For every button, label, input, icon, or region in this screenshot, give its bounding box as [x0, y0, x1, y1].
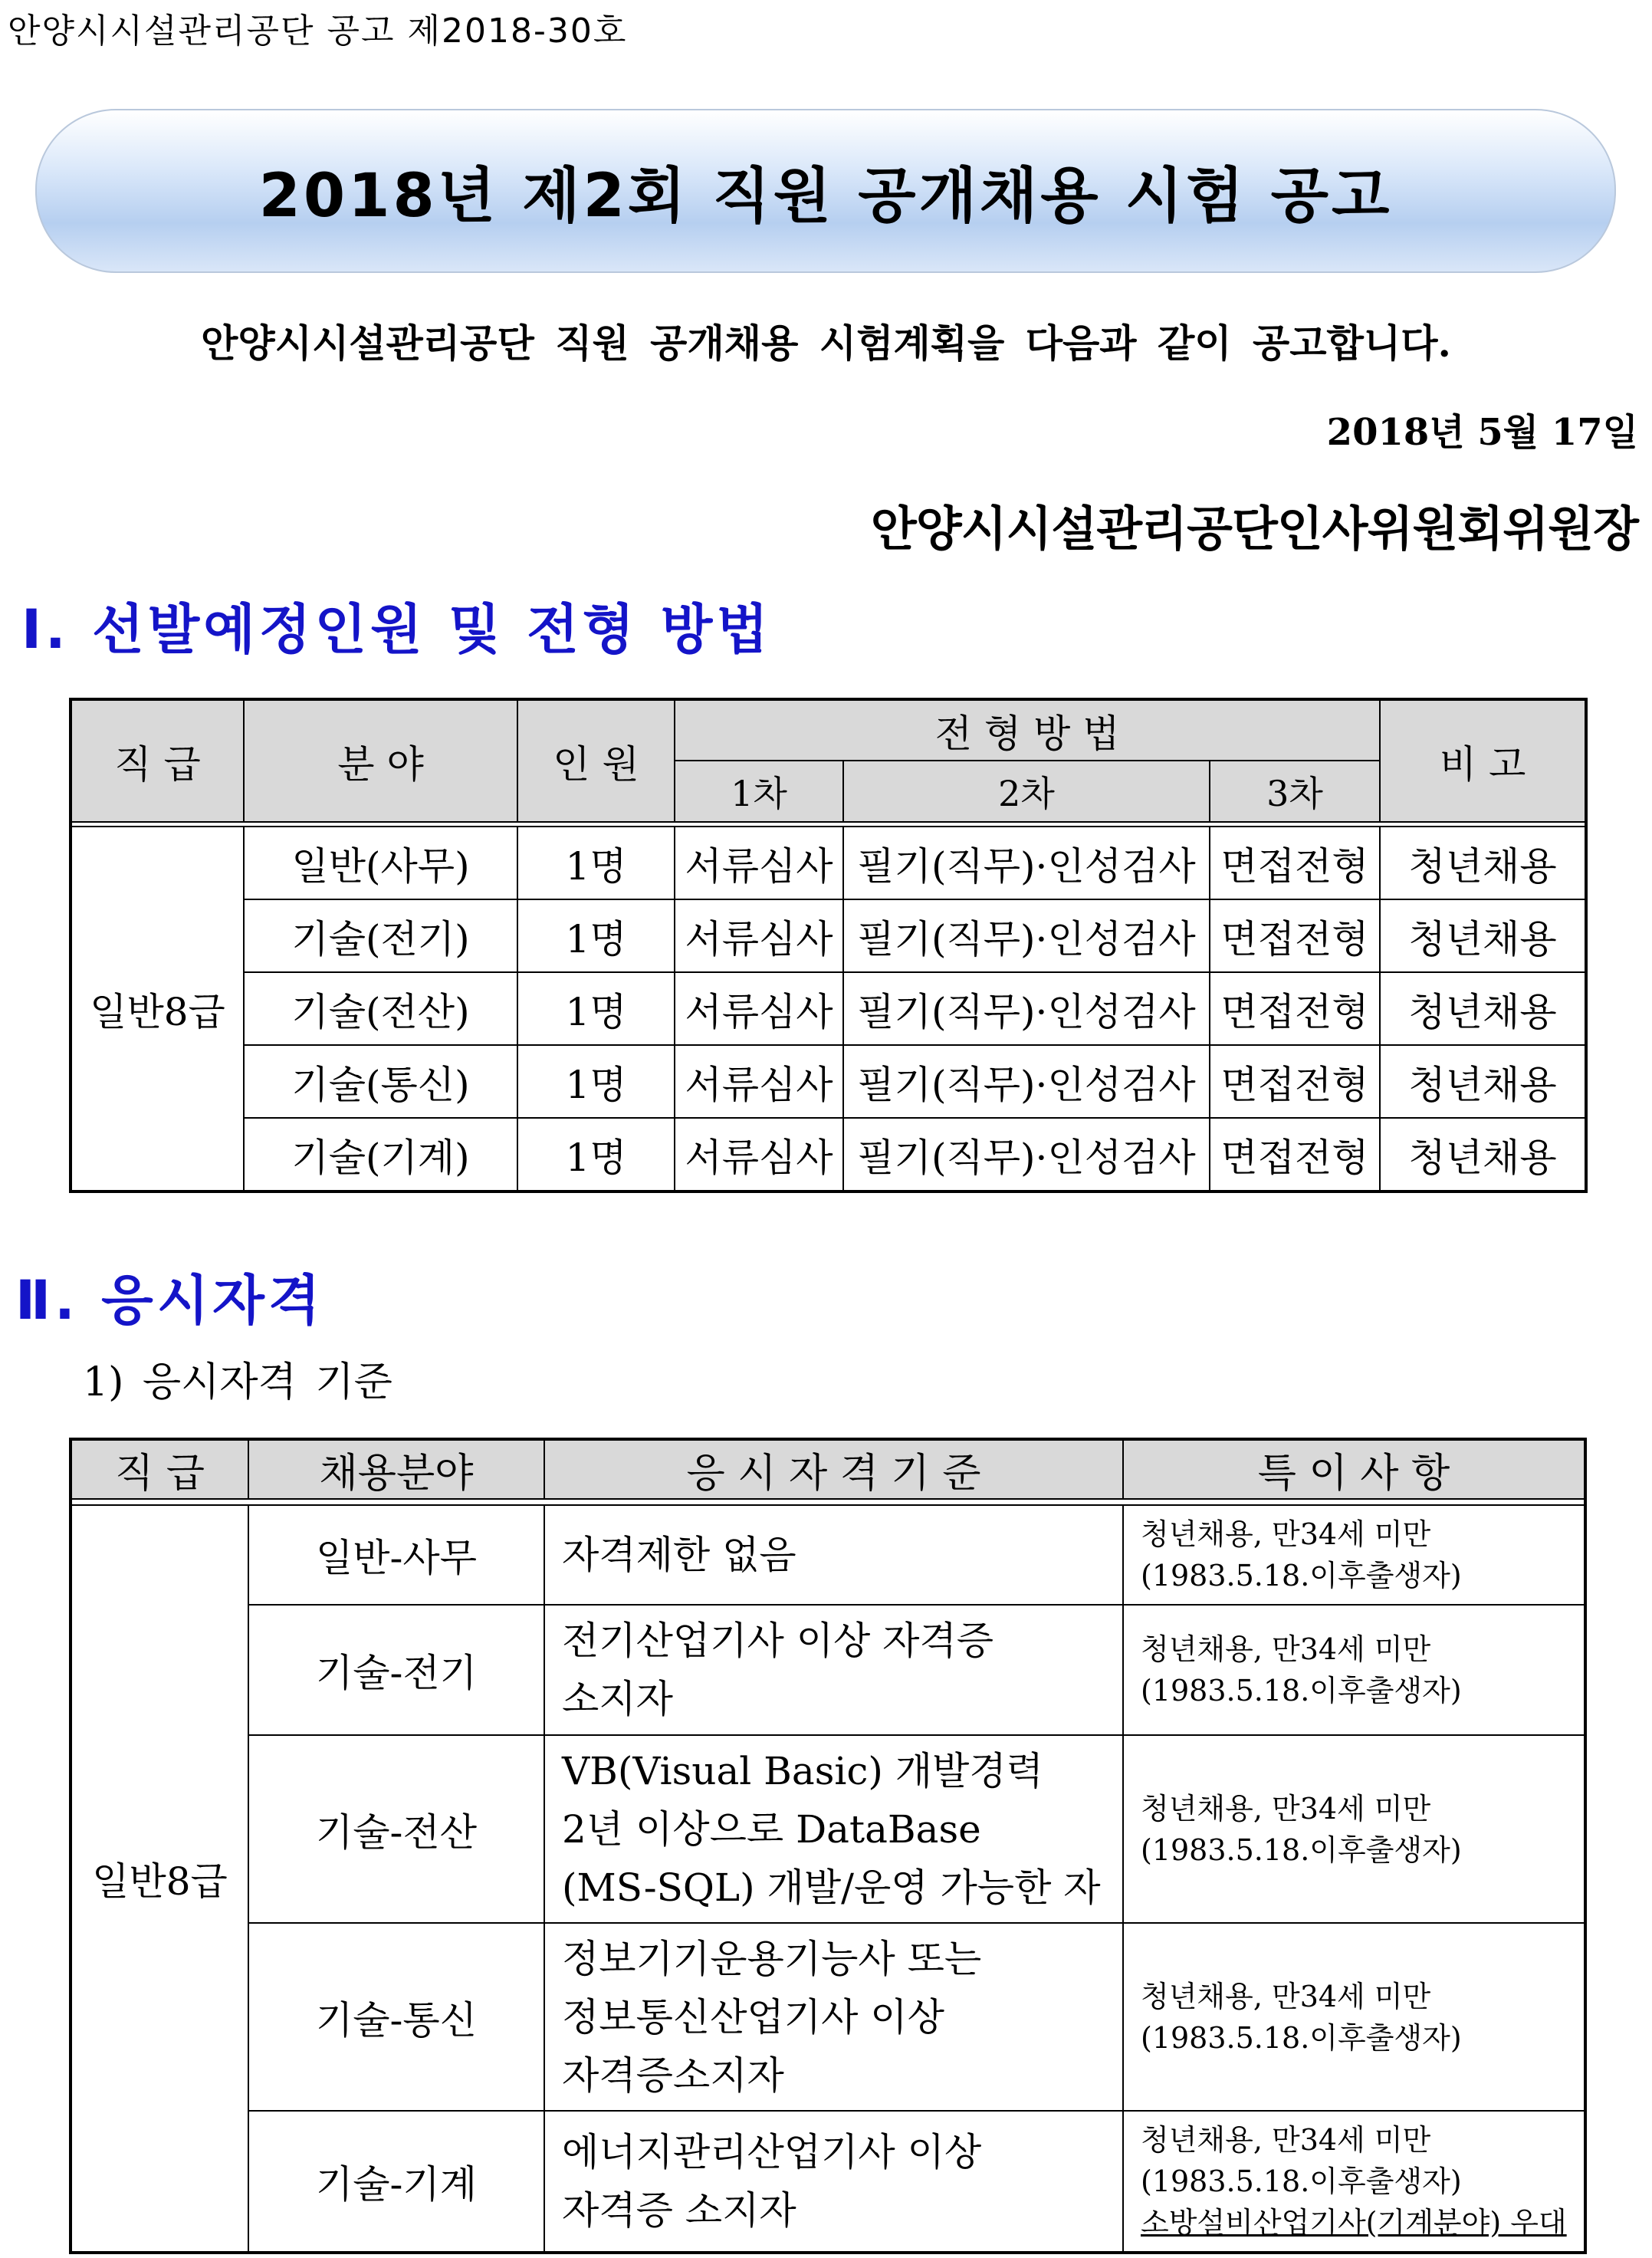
stage3-cell: 면접전형	[1210, 899, 1380, 972]
criteria-cell	[544, 1923, 1123, 2111]
remark-cell: 청년채용	[1380, 827, 1586, 899]
title-banner	[35, 109, 1616, 273]
stage3-cell: 면접전형	[1210, 972, 1380, 1045]
header-stage2: 2차	[843, 761, 1210, 822]
header-count: 인 원	[517, 699, 675, 822]
criteria-cell	[544, 1505, 1123, 1605]
field-cell: 기술-통신	[248, 1923, 544, 2111]
stage1-cell: 서류심사	[675, 899, 843, 972]
remark-cell: 청년채용	[1380, 1045, 1586, 1118]
stage3-cell: 면접전형	[1210, 1045, 1380, 1118]
criteria-line: 소지자	[562, 1677, 673, 1721]
special-line-preference: 소방설비산업기사(기계분야) 우대	[1141, 2206, 1567, 2240]
special-line: 청년채용, 만34세 미만	[1141, 1517, 1431, 1551]
special-cell	[1123, 1735, 1585, 1923]
table-row	[71, 899, 1586, 972]
table-row	[71, 1923, 1585, 2111]
special-line: (1983.5.18.이후출생자)	[1141, 1832, 1462, 1867]
table-row	[71, 1605, 1585, 1735]
header-criteria: 응 시 자 격 기 준	[544, 1439, 1123, 1499]
stage1-cell: 서류심사	[675, 1045, 843, 1118]
header-field: 채용분야	[248, 1439, 544, 1499]
criteria-line: 전기산업기사 이상 자격증	[562, 1619, 994, 1663]
field-cell: 기술(전산)	[244, 972, 517, 1045]
stage3-cell: 면접전형	[1210, 827, 1380, 899]
stage3-cell: 면접전형	[1210, 1118, 1380, 1191]
field-cell: 기술(기계)	[244, 1118, 517, 1191]
notice-number: 안양시시설관리공단 공고 제2018-30호	[8, 12, 628, 51]
special-line: 청년채용, 만34세 미만	[1141, 2123, 1431, 2157]
header-grade: 직 급	[71, 699, 244, 822]
special-line: 청년채용, 만34세 미만	[1141, 1632, 1431, 1666]
table-row	[71, 1045, 1586, 1118]
criteria-line: 정보기기운용기능사 또는	[562, 1936, 982, 1981]
stage2-cell: 필기(직무)·인성검사	[843, 827, 1210, 899]
criteria-line: 자격증소지자	[562, 2053, 784, 2098]
stage2-cell: 필기(직무)·인성검사	[843, 1118, 1210, 1191]
table-row	[71, 972, 1586, 1045]
section1-title: Ⅰ. 선발예정인원 및 전형 방법	[21, 598, 772, 661]
field-cell: 기술(전기)	[244, 899, 517, 972]
special-cell	[1123, 2111, 1585, 2253]
count-cell: 1명	[517, 899, 675, 972]
remark-cell: 청년채용	[1380, 972, 1586, 1045]
field-cell: 일반-사무	[248, 1505, 544, 1605]
count-cell: 1명	[517, 972, 675, 1045]
special-line: (1983.5.18.이후출생자)	[1141, 2020, 1462, 2055]
header-stage3: 3차	[1210, 761, 1380, 822]
criteria-line: 2년 이상으로 DataBase	[562, 1806, 981, 1852]
field-cell: 기술-전기	[248, 1605, 544, 1735]
stage2-cell: 필기(직무)·인성검사	[843, 899, 1210, 972]
special-line: 청년채용, 만34세 미만	[1141, 1979, 1431, 2013]
table-row	[71, 2111, 1585, 2253]
remark-cell: 청년채용	[1380, 899, 1586, 972]
stage1-cell: 서류심사	[675, 1118, 843, 1191]
selection-table	[69, 698, 1588, 1193]
header-field: 분 야	[244, 699, 517, 822]
field-cell: 기술-기계	[248, 2111, 544, 2253]
header-remark: 비 고	[1380, 699, 1586, 822]
special-cell	[1123, 1605, 1585, 1735]
notice-date: 2018년 5월 17일	[1326, 411, 1638, 454]
stage2-cell: 필기(직무)·인성검사	[843, 1045, 1210, 1118]
header-stage1: 1차	[675, 761, 843, 822]
grade-cell: 일반8급	[71, 827, 244, 1191]
criteria-cell	[544, 2111, 1123, 2253]
table-row	[71, 1735, 1585, 1923]
criteria-line: 정보통신산업기사 이상	[562, 1994, 944, 2039]
count-cell: 1명	[517, 1045, 675, 1118]
special-cell	[1123, 1505, 1585, 1605]
special-line: 청년채용, 만34세 미만	[1141, 1791, 1431, 1826]
special-line: (1983.5.18.이후출생자)	[1141, 1674, 1462, 1707]
count-cell: 1명	[517, 1118, 675, 1191]
field-cell: 기술(통신)	[244, 1045, 517, 1118]
section2-title: Ⅱ. 응시자격	[15, 1269, 324, 1332]
section2-subtitle: 1) 응시자격 기준	[83, 1359, 392, 1405]
header-grade: 직 급	[71, 1439, 248, 1499]
remark-cell: 청년채용	[1380, 1118, 1586, 1191]
special-cell	[1123, 1923, 1585, 2111]
criteria-cell	[544, 1735, 1123, 1923]
field-cell: 기술-전산	[248, 1735, 544, 1923]
issuer-name: 안양시시설관리공단인사위원회위원장	[870, 501, 1638, 557]
grade-cell: 일반8급	[71, 1505, 248, 2253]
count-cell: 1명	[517, 827, 675, 899]
stage1-cell: 서류심사	[675, 972, 843, 1045]
header-special: 특 이 사 항	[1123, 1439, 1585, 1499]
field-cell: 일반(사무)	[244, 827, 517, 899]
criteria-line: (MS-SQL) 개발/운영 가능한 자	[562, 1865, 1101, 1910]
special-line: (1983.5.18.이후출생자)	[1141, 2164, 1462, 2198]
table-row	[71, 1505, 1585, 1605]
criteria-line: 자격증 소지자	[562, 2188, 796, 2233]
criteria-line: 자격제한 없음	[562, 1533, 796, 1577]
intro-text: 안양시시설관리공단 직원 공개채용 시험계획을 다음과 같이 공고합니다.	[201, 320, 1451, 366]
criteria-line: VB(Visual Basic) 개발경력	[562, 1748, 1043, 1793]
qualification-table	[69, 1438, 1587, 2254]
table-row	[71, 1118, 1586, 1191]
special-line: (1983.5.18.이후출생자)	[1141, 1559, 1462, 1592]
table-row	[71, 827, 1586, 899]
criteria-line: 에너지관리산업기사 이상	[562, 2130, 982, 2174]
page-title: 2018년 제2회 직원 공개채용 시험 공고	[258, 162, 1393, 231]
criteria-cell	[544, 1605, 1123, 1735]
stage2-cell: 필기(직무)·인성검사	[843, 972, 1210, 1045]
stage1-cell: 서류심사	[675, 827, 843, 899]
header-method: 전 형 방 법	[675, 699, 1380, 761]
